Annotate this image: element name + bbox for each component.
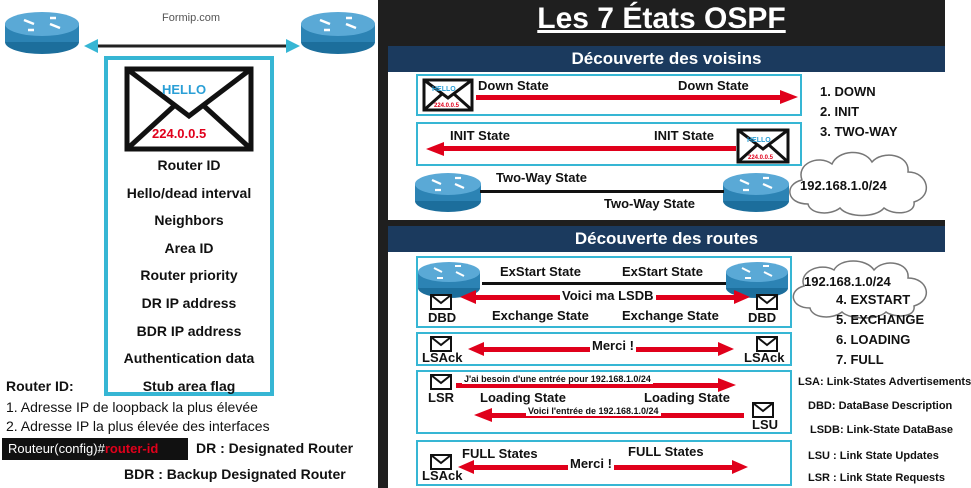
state-two-way: 3. TWO-WAY — [820, 124, 898, 139]
bdr-definition — [124, 466, 346, 482]
field-neighbors: Neighbors — [154, 212, 224, 229]
init-right-label: INIT State — [654, 128, 714, 143]
lsu-label: LSU — [752, 417, 778, 432]
section-routes — [388, 252, 971, 488]
dbd-envelope-icon-2 — [756, 294, 778, 310]
voici-entree-label: Voici l'entrée de 192.168.1.0/24 — [528, 406, 659, 416]
lsack-right-label: LSAck — [744, 350, 785, 365]
ospf-states-panel — [378, 0, 971, 488]
full-right-label: FULL States — [628, 444, 704, 459]
lsack-box — [416, 332, 792, 366]
dbd-envelope-icon — [430, 294, 452, 310]
envelope-hello: HELLO — [162, 82, 207, 97]
exstart-left-label: ExStart State — [500, 264, 581, 279]
section-neighbors-header: Découverte des voisins — [388, 46, 945, 72]
router-id-title: Router ID: — [6, 378, 74, 394]
bdr-text: Backup Designated Router — [166, 466, 346, 482]
field-router-priority: Router priority — [140, 267, 238, 284]
lsr-lsu-box — [416, 370, 792, 434]
hello-packet-box — [104, 56, 274, 396]
field-bdr-ip: BDR IP address — [136, 322, 242, 339]
cloud1-network: 192.168.1.0/24 — [800, 178, 887, 193]
loading-right-label: Loading State — [644, 390, 730, 405]
merci-label-2: Merci ! — [570, 456, 612, 471]
init-arrow — [426, 142, 736, 156]
console-command — [2, 438, 188, 460]
state-exchange: 5. EXCHANGE — [836, 312, 925, 327]
hello-fields — [108, 152, 270, 400]
cloud2-network: 192.168.1.0/24 — [804, 274, 891, 289]
exchange-left-label: Exchange State — [492, 308, 589, 323]
field-area-id: Area ID — [164, 239, 214, 256]
bdr-label: BDR : — [124, 466, 163, 482]
exstart-exchange-box — [416, 256, 792, 328]
states-list-1 — [820, 84, 898, 144]
svg-text:224.0.0.5: 224.0.0.5 — [748, 155, 774, 161]
router-left-icon — [2, 6, 82, 56]
lsr-envelope-icon — [430, 374, 452, 390]
down-left-label: Down State — [478, 78, 549, 93]
gloss-lsu: LSU : Link State Updates — [808, 450, 939, 462]
hello-packet-panel — [0, 0, 378, 488]
down-state-box — [416, 74, 802, 116]
full-state-box — [416, 440, 792, 486]
init-state-box — [416, 122, 802, 166]
twoway-top-label: Two-Way State — [496, 170, 588, 185]
state-down: 1. DOWN — [820, 84, 876, 99]
init-left-label: INIT State — [450, 128, 510, 143]
lsu-envelope-icon — [752, 402, 774, 418]
field-router-id: Router ID — [157, 157, 221, 173]
dbd-left-label: DBD — [428, 310, 457, 325]
section-neighbors — [388, 72, 945, 220]
field-auth-data: Authentication data — [123, 350, 255, 367]
exstart-link — [482, 282, 726, 285]
lsack-full-label: LSAck — [422, 468, 463, 483]
exstart-right-label: ExStart State — [622, 264, 703, 279]
full-left-label: FULL States — [462, 446, 538, 461]
router-id-item-2: 2. Adresse IP la plus élevée des interfaces — [6, 418, 270, 434]
ospf-title: Les 7 États OSPF — [537, 2, 786, 35]
router-right-icon — [298, 6, 378, 56]
console-cmd: router-id — [104, 441, 159, 456]
watermark: Formip.com — [162, 12, 221, 24]
svg-text:HELLO: HELLO — [747, 137, 771, 144]
down-right-label: Down State — [678, 78, 749, 93]
gloss-lsr: LSR : Link State Requests — [808, 472, 945, 484]
dbd-right-label: DBD — [748, 310, 777, 325]
lsack-left-label: LSAck — [422, 350, 463, 365]
lsr-label: LSR — [428, 390, 454, 405]
router-a-icon — [412, 168, 484, 214]
console-prefix: Routeur(config)# — [8, 441, 105, 456]
gloss-dbd: DBD: DataBase Description — [808, 400, 953, 412]
state-loading: 6. LOADING — [836, 332, 911, 347]
hello-envelope-small-icon — [422, 78, 474, 112]
router-id-item-1: 1. Adresse IP de loopback la plus élevée — [6, 399, 258, 415]
link-double-arrow — [84, 36, 300, 56]
besoin-label: J'ai besoin d'une entrée pour 192.168.1.0/24 — [464, 374, 651, 384]
gloss-lsdb: LSDB: Link-State DataBase — [810, 424, 954, 436]
two-way-link — [480, 190, 724, 193]
merci-label-1: Merci ! — [592, 338, 634, 353]
state-exstart: 4. EXSTART — [836, 292, 911, 307]
state-full: 7. FULL — [836, 352, 884, 367]
state-init: 2. INIT — [820, 104, 860, 119]
field-hello-dead: Hello/dead interval — [126, 184, 252, 201]
dr-text: Designated Router — [228, 440, 354, 456]
dr-label: DR : — [196, 440, 225, 456]
exchange-right-label: Exchange State — [622, 308, 719, 323]
field-dr-ip: DR IP address — [141, 294, 237, 311]
twoway-bottom-label: Two-Way State — [604, 196, 696, 211]
field-stub-flag: Stub area flag — [142, 377, 236, 394]
states-list-2 — [836, 292, 924, 372]
dr-definition — [196, 440, 353, 456]
svg-text:224.0.0.5: 224.0.0.5 — [434, 103, 460, 109]
envelope-ip: 224.0.0.5 — [152, 126, 207, 141]
svg-text:HELLO: HELLO — [432, 86, 456, 93]
loading-left-label: Loading State — [480, 390, 566, 405]
gloss-lsa: LSA: Link-States Advertisements — [798, 376, 971, 388]
voici-lsdb-label: Voici ma LSDB — [562, 288, 654, 303]
section-routes-header: Découverte des routes — [388, 226, 945, 252]
